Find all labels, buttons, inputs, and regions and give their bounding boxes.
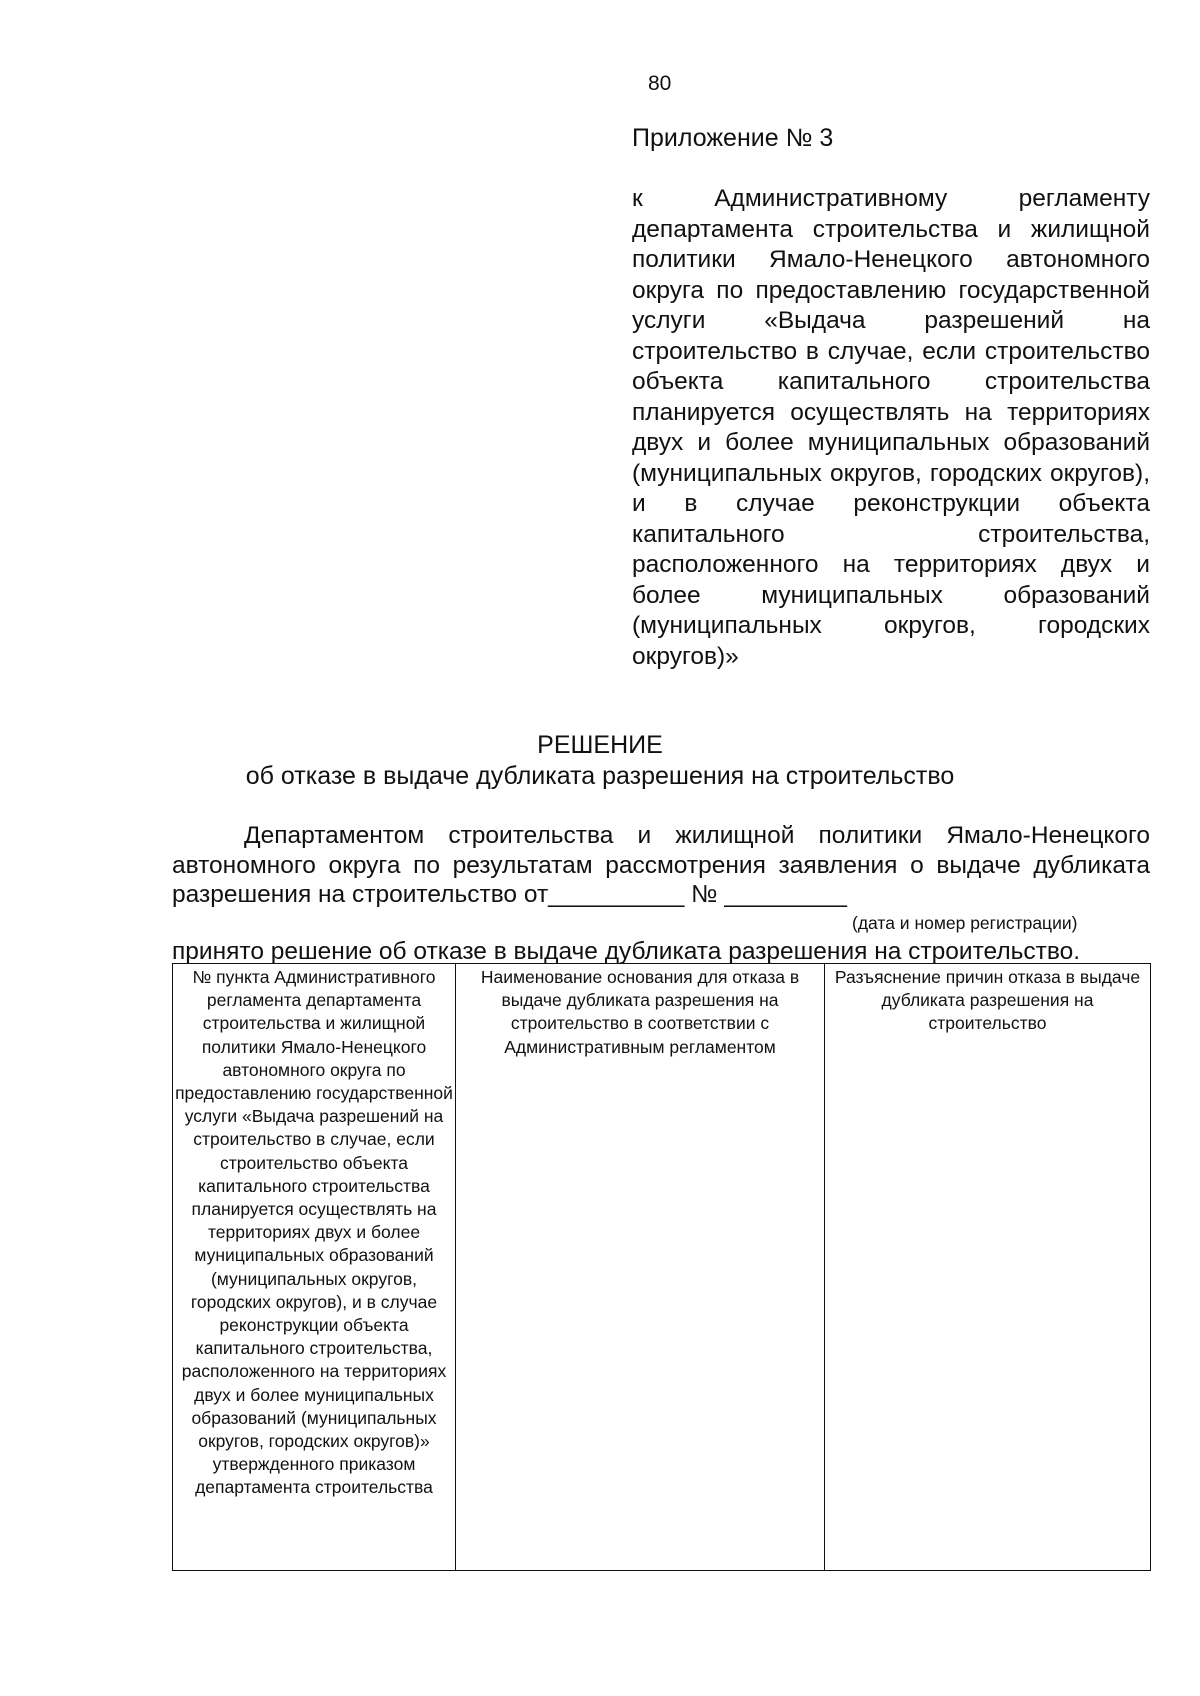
page-number: 80 [648, 72, 672, 95]
decision-taken-text: принято решение об отказе в выдаче дубликата разрешения на строительство. [172, 938, 1081, 965]
appendix-text: к Административному регламенту департамента строительства и жилищной политики Ямало-Ненецкого автономного округа по предоставлению государственной услуги «Выдача разрешений на строительство в случае, если строительство объекта капитального строительства планируется осуществлять на территориях двух и более муниципальных образований (муниципальных округов, городских округов), и в случае реконструкции объекта капитального строительства, расположенного на территориях двух и более муниципальных образований (муниципальных округов, городских округов)» [632, 185, 1150, 670]
header-regulation-clause: № пункта Административного регламента департамента строительства и жилищной политики Ямало-Ненецкого автономного округа по предоставлению государственной услуги «Выдача разрешений на строительство в случае, если строительство объекта капитального строительства планируется осуществлять на территориях двух и более муниципальных образований (муниципальных округов, городских округов), и в случае реконструкции объекта капитального строительства, расположенного на территориях двух и более муниципальных образований (муниципальных округов, городских округов)» утвержденного приказом департамента строительства [173, 964, 456, 1571]
header-refusal-explanation: Разъяснение причин отказа в выдаче дубликата разрешения на строительство [825, 964, 1151, 1571]
header-refusal-ground: Наименование основания для отказа в выдаче дубликата разрешения на строительство в соответствии с Административным регламентом [456, 964, 825, 1571]
registration-caption: (дата и номер регистрации) [852, 913, 1078, 933]
decision-title: РЕШЕНИЕ [537, 731, 663, 759]
table-row [173, 964, 1151, 1571]
appendix-title: Приложение № 3 [632, 124, 834, 152]
decision-body-text: Департаментом строительства и жилищной политики Ямало-Ненецкого автономного округа по результатам рассмотрения заявления о выдаче дубликата разрешения на строительство от__________ № _________ [172, 822, 1150, 908]
decision-subtitle: об отказе в выдаче дубликата разрешения на строительство [245, 762, 955, 790]
refusal-grounds-table [172, 963, 1151, 1571]
